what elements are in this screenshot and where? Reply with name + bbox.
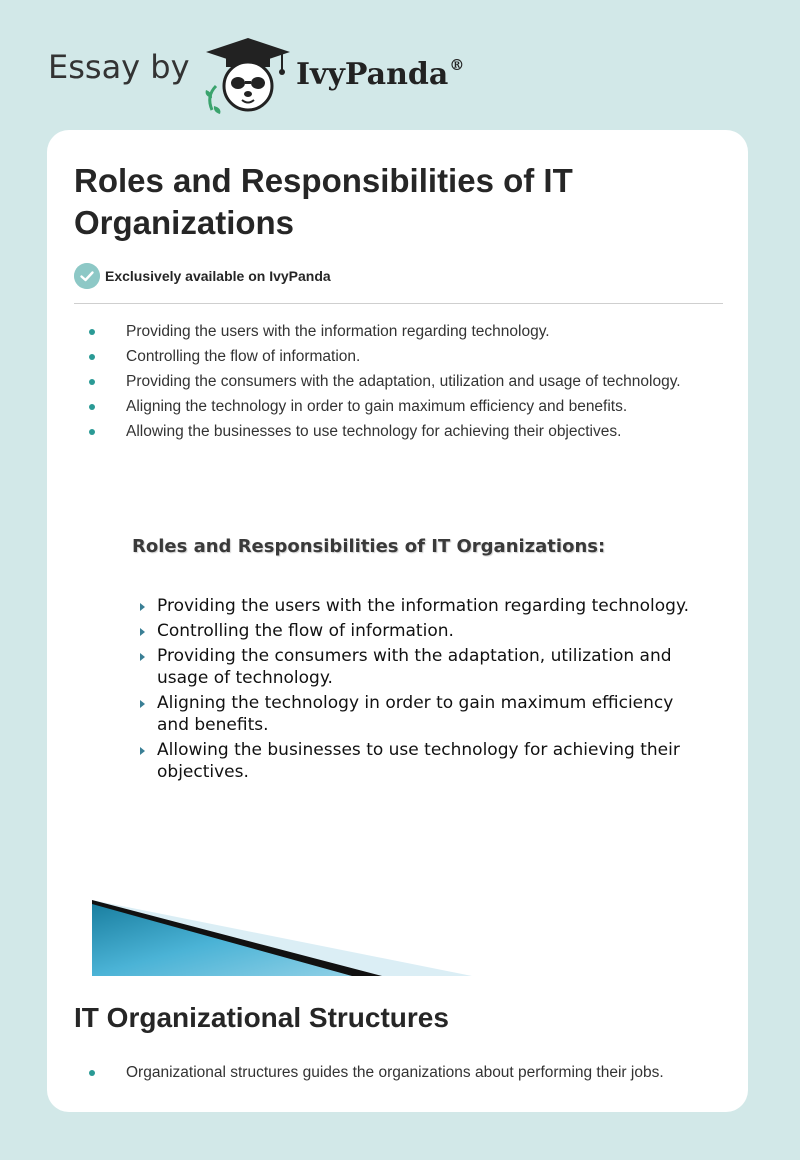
section-title: IT Organizational Structures (74, 1002, 449, 1033)
slide-list-item: Allowing the businesses to use technology for achieving their objectives. (137, 739, 697, 783)
slide-list-item: Providing the users with the information regarding technology. (137, 595, 697, 617)
badge-text: Exclusively available on IvyPanda (105, 268, 331, 284)
triangle-bullet-icon (140, 700, 145, 708)
slide-image (92, 525, 712, 977)
list-item: Providing the consumers with the adaptation, utilization and usage of technology. (74, 369, 714, 394)
triangle-bullet-icon (140, 653, 145, 661)
triangle-bullet-icon (140, 603, 145, 611)
slide-list-item: Controlling the flow of information. (137, 620, 697, 642)
divider (74, 303, 723, 304)
check-circle-icon (74, 263, 100, 289)
list-item: Aligning the technology in order to gain maximum efficiency and benefits. (74, 394, 714, 419)
list-item: Organizational structures guides the organizations about performing their jobs. (74, 1060, 714, 1085)
site-header (48, 30, 648, 110)
slide-list (137, 595, 697, 786)
list-item: Controlling the flow of information. (74, 344, 714, 369)
structures-list (74, 1060, 714, 1085)
list-item: Providing the users with the information regarding technology. (74, 319, 714, 344)
slide-list-item: Providing the consumers with the adaptation, utilization and usage of technology. (137, 645, 697, 689)
roles-list (74, 319, 714, 444)
list-item: Allowing the businesses to use technology for achieving their objectives. (74, 419, 714, 444)
essay-by-label: Essay by (48, 48, 190, 86)
triangle-bullet-icon (140, 628, 145, 636)
slide-list-item: Aligning the technology in order to gain maximum efficiency and benefits. (137, 692, 697, 736)
triangle-bullet-icon (140, 747, 145, 755)
brand-name[interactable]: IvyPanda® (296, 56, 465, 92)
panda-logo-icon[interactable] (202, 36, 294, 114)
slide-title: Roles and Responsibilities of IT Organizations: (132, 536, 606, 557)
article-card (47, 130, 748, 1112)
slide-decoration (92, 900, 472, 978)
page-title: Roles and Responsibilities of IT Organizations (74, 162, 573, 241)
